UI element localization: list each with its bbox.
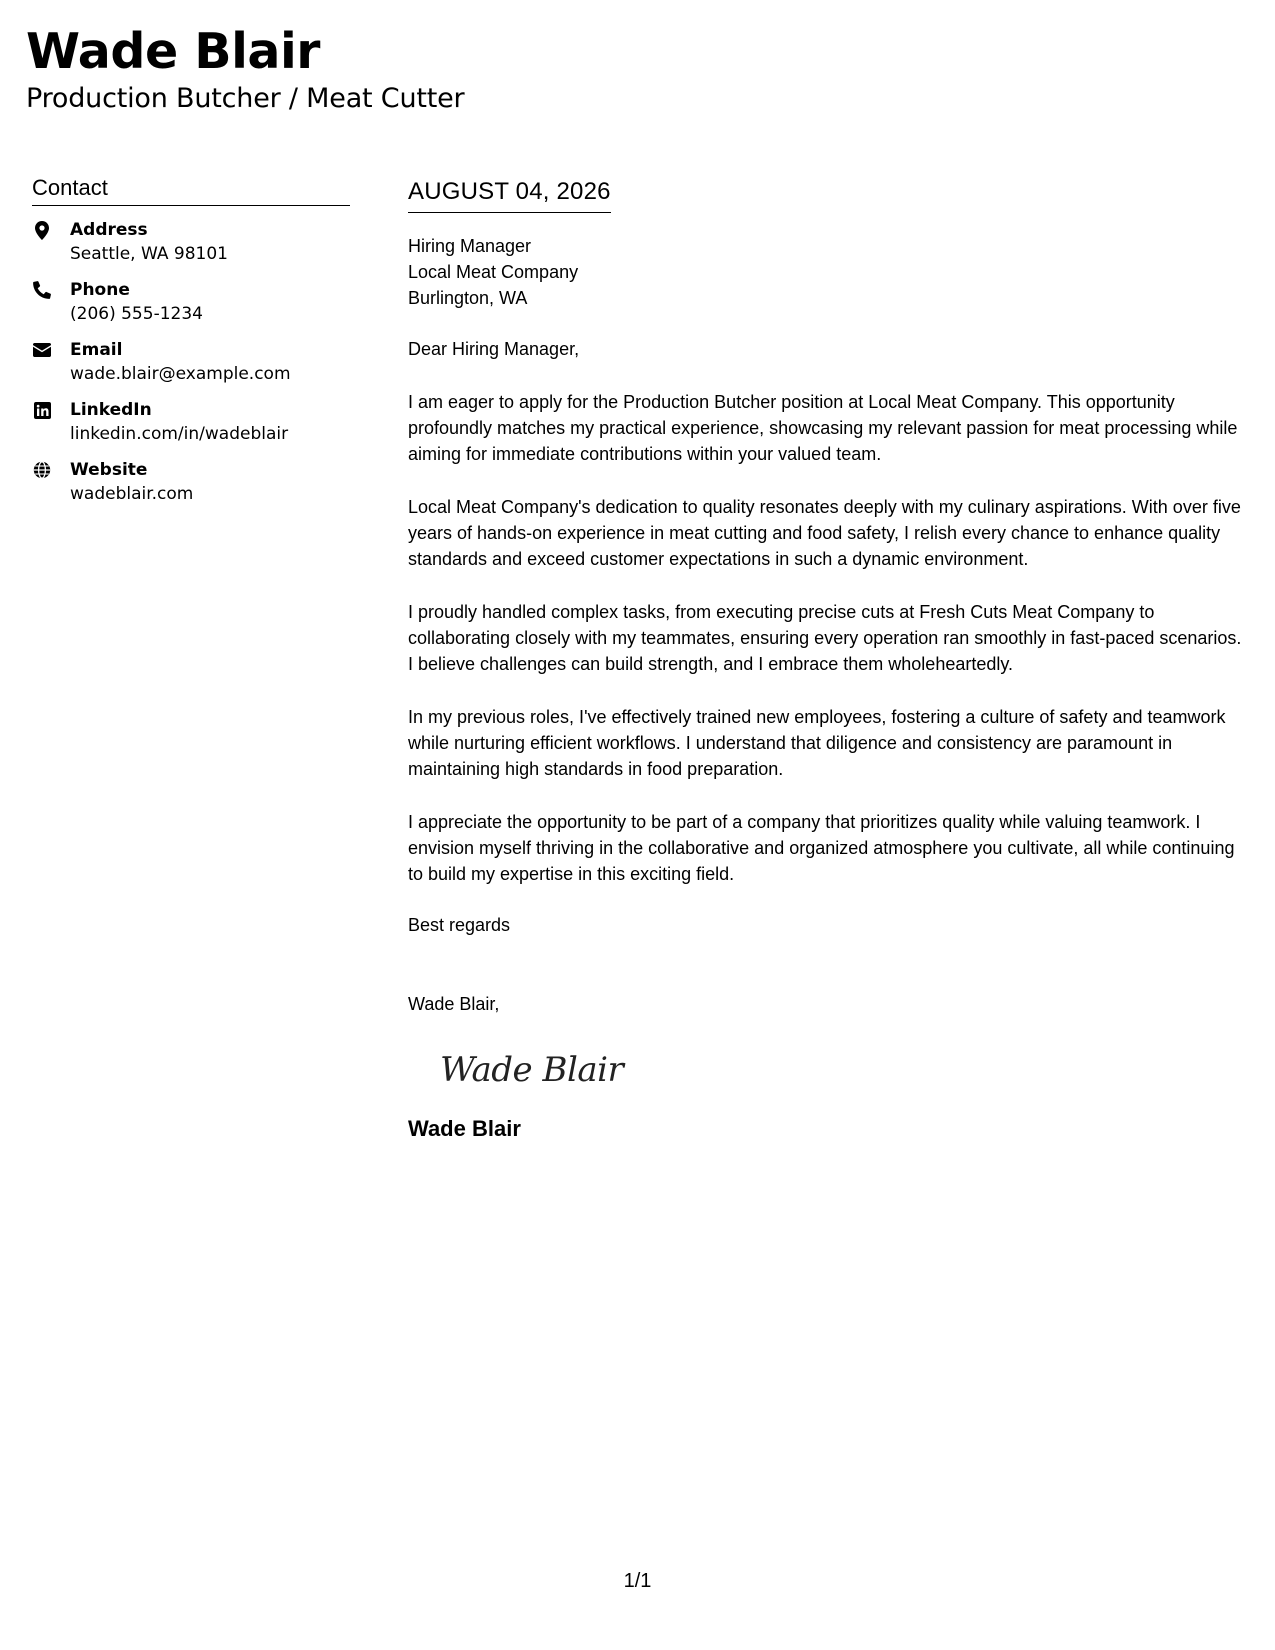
letter-date: AUGUST 04, 2026: [408, 176, 611, 213]
contact-value: wadeblair.com: [70, 484, 194, 504]
signoff: Wade Blair,: [408, 994, 500, 1014]
contact-item-phone: [32, 278, 350, 326]
letter-paragraph: I appreciate the opportunity to be part of a company that prioritizes quality while valuing teamwork. I envision myself thriving in the collaborative and organized atmosphere you cultivate, all while continuing to build my expertise in this exciting field.: [408, 812, 1235, 884]
letter-paragraph: I am eager to apply for the Production Butcher position at Local Meat Company. This opportunity profoundly matches my practical experience, showcasing my relevant passion for meat processing while aiming for immediate contributions within your valued team.: [408, 392, 1238, 464]
page-number: 1/1: [623, 1570, 652, 1592]
globe-icon: [32, 460, 52, 480]
envelope-icon: [32, 340, 52, 360]
closing: Best regards: [408, 915, 511, 935]
signed-name: Wade Blair: [408, 1116, 521, 1141]
letter-paragraph: I proudly handled complex tasks, from executing precise cuts at Fresh Cuts Meat Company to collaborating closely with my teammates, ensuring every operation ran smoothly in fast-paced scenarios. I believe challenges can build strength, and I embrace them wholeheartedly.: [408, 602, 1242, 674]
recipient-line: Burlington, WA: [408, 288, 528, 308]
contact-value: linkedin.com/in/wadeblair: [70, 424, 289, 444]
salutation: Dear Hiring Manager,: [408, 339, 580, 359]
contact-label: Email: [70, 340, 123, 360]
applicant-name: Wade Blair: [26, 23, 320, 80]
recipient-block: [408, 233, 1248, 311]
applicant-role: Production Butcher / Meat Cutter: [26, 83, 465, 114]
contact-label: Phone: [70, 280, 130, 300]
linkedin-icon: [32, 400, 52, 420]
recipient-line: Local Meat Company: [408, 262, 579, 282]
contact-label: Address: [70, 220, 148, 240]
location-pin-icon: [32, 220, 52, 240]
contact-label: LinkedIn: [70, 400, 152, 420]
phone-icon: [32, 280, 52, 300]
contact-value: (206) 555-1234: [70, 304, 203, 324]
handwritten-signature: [438, 1045, 638, 1093]
contact-item-address: [32, 218, 350, 266]
resume-header: [26, 22, 464, 116]
letter-paragraph: Local Meat Company's dedication to quality resonates deeply with my culinary aspirations. With over five years of hands-on experience in meat cutting and food safety, I relish every chance to enhance quality standards and exceed customer expectations in such a dynamic environment.: [408, 497, 1241, 569]
contact-value: wade.blair@example.com: [70, 364, 291, 384]
contact-value: Seattle, WA 98101: [70, 244, 228, 264]
signature-text: Wade Blair: [440, 1050, 624, 1090]
recipient-line: Hiring Manager: [408, 236, 532, 256]
contact-item-website: [32, 458, 350, 506]
contact-item-email: [32, 338, 350, 386]
letter-paragraph: In my previous roles, I've effectively trained new employees, fostering a culture of safety and teamwork while nurturing efficient workflows. I understand that diligence and consistency are paramount in maintaining high standards in food preparation.: [408, 707, 1226, 779]
contact-heading: Contact: [32, 174, 350, 206]
contact-item-linkedin: [32, 398, 350, 446]
letter-body: [408, 176, 1248, 1143]
contact-sidebar: [32, 174, 350, 518]
contact-label: Website: [70, 460, 148, 480]
